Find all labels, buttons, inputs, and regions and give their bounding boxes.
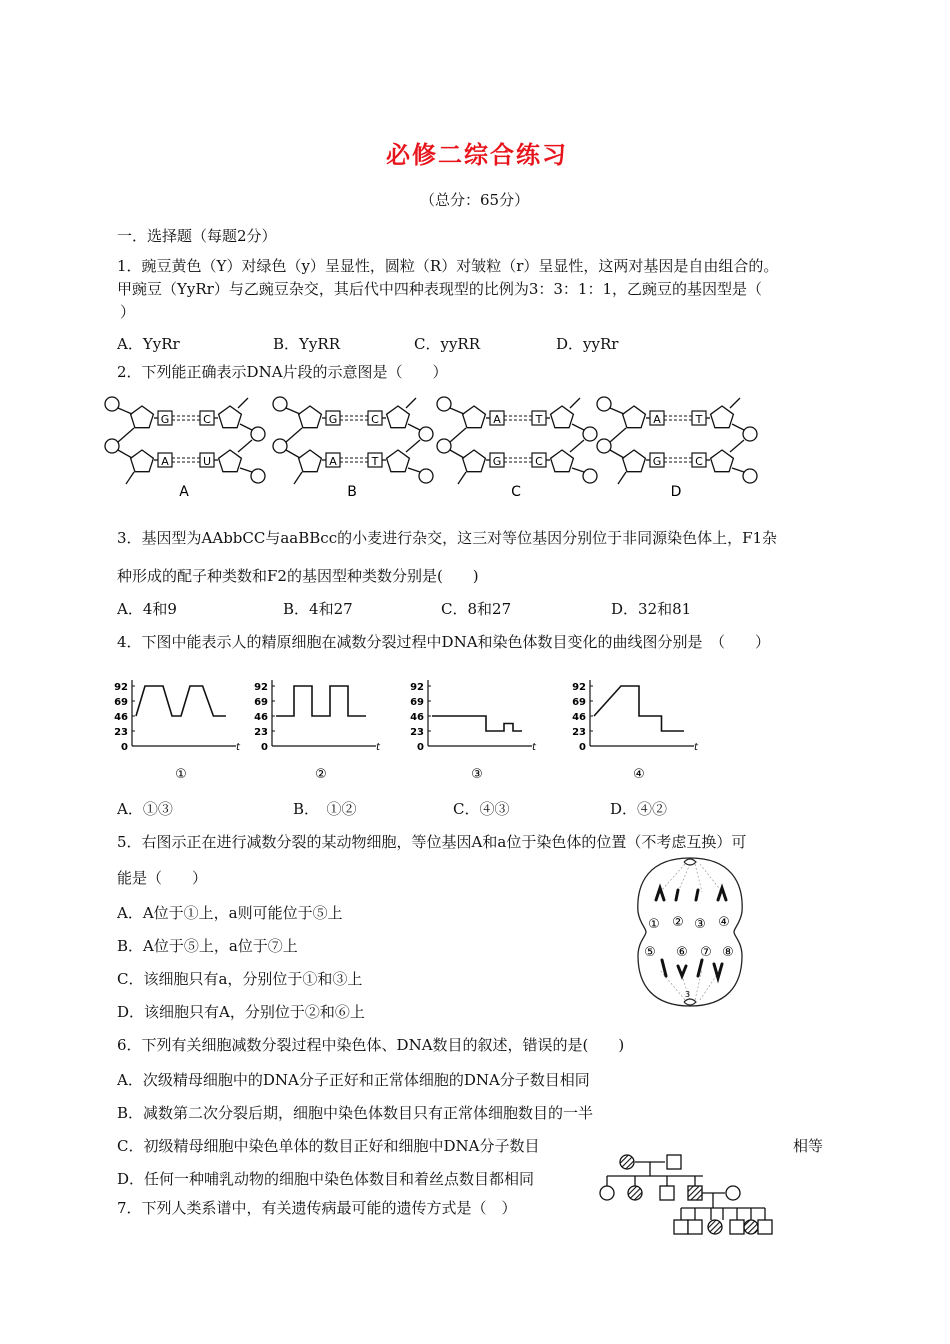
phosphate: [597, 397, 611, 411]
sugar-left-top: [299, 406, 322, 428]
graph-4: [572, 680, 699, 782]
pedigree-male-2c: [660, 1186, 674, 1200]
y-tick-label: 46: [410, 712, 424, 723]
q5-option-d: D．该细胞只有A，分别位于②和⑥上: [117, 1003, 365, 1021]
q6-option-c-end: 相等: [793, 1137, 824, 1155]
pedigree-female-2a: [600, 1186, 614, 1200]
base-label: G: [328, 413, 338, 426]
sugar-left-top: [463, 406, 486, 428]
q4-stem: 4．下图中能表示人的精原细胞在减数分裂过程中DNA和染色体数目变化的曲线图分别是 （ ）: [117, 633, 771, 651]
q1-stem-line1: 1．豌豆黄色（Y）对绿色（y）呈显性，圆粒（R）对皱粒（r）呈显性，这两对基因是自由组合的。: [117, 257, 779, 275]
q5-stem-line2: 能是（ ）: [117, 869, 208, 887]
y-tick-label: 0: [417, 742, 424, 753]
q5-option-a: A．A位于①上，a则可能位于⑤上: [117, 904, 343, 922]
q3-option-b: B．4和27: [283, 600, 353, 618]
dna-figure-a: [105, 397, 265, 500]
q2-stem: 2．下列能正确表示DNA片段的示意图是（ ）: [117, 363, 448, 381]
chromosome-label: ⑦: [700, 945, 712, 960]
q3-stem-line1: 3．基因型为AAbbCC与aaBBcc的小麦进行杂交，这三对等位基因分别位于非同源染色体上，F1杂: [117, 529, 778, 547]
q1-stem-line2: 甲豌豆（YyRr）与乙豌豆杂交，其后代中四种表现型的比例为3：3：1：1，乙豌豆的基因型是（: [117, 280, 763, 298]
base-label: G: [492, 455, 502, 468]
q3-stem-line2: 种形成的配子种类数和F2的基因型种类数分别是( ): [117, 567, 479, 585]
cell-membrane: [638, 858, 742, 1006]
y-tick-label: 23: [410, 727, 424, 738]
q1-option-c: C．yyRR: [414, 335, 481, 353]
phosphate: [273, 439, 287, 453]
chromosomes-top: [656, 888, 726, 900]
sugar-left-bottom: [299, 450, 322, 472]
base-label: A: [653, 413, 661, 426]
q1-option-b: B．YyRR: [273, 335, 340, 353]
chromosome-graphs: [110, 672, 710, 784]
figure-label: B: [347, 484, 357, 500]
base-label: T: [371, 455, 379, 468]
phosphate: [419, 469, 433, 483]
pedigree-affected-female-3e: [744, 1220, 758, 1234]
dna-figure-d: [597, 397, 757, 500]
y-tick-label: 23: [114, 727, 128, 738]
q5-stem-line1: 5．右图示正在进行减数分裂的某动物细胞，等位基因A和a位于染色体的位置（不考虑互换）可: [117, 833, 747, 851]
pedigree-female-2e: [726, 1186, 740, 1200]
graph-label: ④: [633, 767, 645, 782]
x-axis-label: t: [694, 742, 698, 753]
phosphate: [251, 469, 265, 483]
spindle-fibers: [660, 864, 722, 1000]
chromosome-label: ④: [718, 915, 730, 930]
pedigree-male-3d: [730, 1220, 744, 1234]
pedigree-affected-female-2b: [628, 1186, 642, 1200]
phosphate: [105, 397, 119, 411]
q6-option-c: C．初级精母细胞中染色单体的数目正好和细胞中DNA分子数目: [117, 1137, 540, 1155]
figure-label: D: [670, 484, 682, 500]
base-label: C: [371, 413, 379, 426]
q4-option-a: A．①③: [117, 800, 173, 818]
graph-label: ③: [471, 767, 483, 782]
sugar-right-bottom: [711, 450, 734, 472]
base-label: T: [535, 413, 543, 426]
centromere-mark: 3: [685, 990, 691, 999]
sugar-left-bottom: [463, 450, 486, 472]
q3-option-d: D．32和81: [611, 600, 692, 618]
pedigree-male-3f: [758, 1220, 772, 1234]
x-axis-label: t: [376, 742, 380, 753]
phosphate: [597, 439, 611, 453]
y-tick-label: 92: [254, 682, 268, 693]
q1-stem-line3: ）: [120, 303, 136, 321]
y-tick-label: 69: [410, 697, 424, 708]
y-tick-label: 69: [114, 697, 128, 708]
y-tick-label: 0: [579, 742, 586, 753]
q5-option-b: B．A位于⑤上，a位于⑦上: [117, 937, 298, 955]
y-tick-label: 92: [114, 682, 128, 693]
phosphate: [583, 469, 597, 483]
pedigree-affected-female-3c: [708, 1220, 722, 1234]
graph-2: [254, 680, 381, 782]
q4-option-d: D．④②: [610, 800, 668, 818]
pedigree-affected-male-2d: [688, 1186, 702, 1200]
q7-stem: 7．下列人类系谱中，有关遗传病最可能的遗传方式是（ ）: [117, 1199, 517, 1217]
phosphate: [419, 427, 433, 441]
base-label: T: [695, 413, 703, 426]
y-tick-label: 0: [261, 742, 268, 753]
page-title: 必修二综合练习: [386, 140, 568, 169]
figure-label: A: [179, 484, 189, 500]
q6-stem: 6．下列有关细胞减数分裂过程中染色体、DNA数目的叙述，错误的是( ): [117, 1036, 625, 1054]
chromosome-label: ⑤: [644, 945, 656, 960]
sugar-left-top: [131, 406, 154, 428]
q5-option-c: C．该细胞只有a，分别位于①和③上: [117, 970, 363, 988]
phosphate: [437, 439, 451, 453]
pedigree-chart: [595, 1148, 785, 1243]
q1-option-a: A．YyRr: [117, 335, 180, 353]
sugar-left-bottom: [623, 450, 646, 472]
chromosome-label: ③: [694, 917, 706, 932]
y-tick-label: 23: [254, 727, 268, 738]
sugar-left-bottom: [131, 450, 154, 472]
base-label: G: [160, 413, 170, 426]
chromosome-label: ⑥: [676, 945, 688, 960]
y-tick-label: 92: [572, 682, 586, 693]
y-tick-label: 69: [572, 697, 586, 708]
phosphate: [743, 469, 757, 483]
y-tick-label: 46: [114, 712, 128, 723]
q6-option-b: B．减数第二次分裂后期，细胞中染色体数目只有正常体细胞数目的一半: [117, 1104, 594, 1122]
q1-option-d: D．yyRr: [556, 335, 619, 353]
dividing-cell-diagram: [630, 852, 750, 1012]
chromosome-label: ②: [672, 915, 684, 930]
sugar-right-top: [387, 406, 410, 428]
graph-1: [114, 680, 241, 782]
y-tick-label: 46: [254, 712, 268, 723]
phosphate: [105, 439, 119, 453]
pedigree-male-3b: [688, 1220, 702, 1234]
sugar-right-top: [711, 406, 734, 428]
q3-option-a: A．4和9: [117, 600, 177, 618]
y-tick-label: 69: [254, 697, 268, 708]
phosphate: [437, 397, 451, 411]
sugar-right-top: [551, 406, 574, 428]
dna-figure-c: [437, 397, 597, 500]
chromosome-label: ①: [648, 917, 660, 932]
pedigree-male-3a: [674, 1220, 688, 1234]
graph-line: [432, 716, 522, 731]
graph-line: [276, 686, 366, 716]
y-tick-label: 46: [572, 712, 586, 723]
y-tick-label: 92: [410, 682, 424, 693]
graph-label: ②: [315, 767, 327, 782]
sugar-right-bottom: [387, 450, 410, 472]
q6-option-d: D．任何一种哺乳动物的细胞中染色体数目和着丝点数目都相同: [117, 1170, 535, 1188]
base-label: A: [329, 455, 337, 468]
base-label: C: [535, 455, 543, 468]
sugar-left-top: [623, 406, 646, 428]
sugar-right-bottom: [551, 450, 574, 472]
base-label: C: [203, 413, 211, 426]
q4-option-b: B． ①②: [293, 800, 357, 818]
q6-option-a: A．次级精母细胞中的DNA分子正好和正常体细胞的DNA分子数目相同: [117, 1071, 590, 1089]
phosphate: [251, 427, 265, 441]
graph-label: ①: [175, 767, 187, 782]
y-tick-label: 0: [121, 742, 128, 753]
q4-option-c: C．④③: [453, 800, 510, 818]
pedigree-male-1: [667, 1155, 681, 1169]
base-label: U: [202, 455, 212, 468]
base-label: G: [652, 455, 662, 468]
y-tick-label: 23: [572, 727, 586, 738]
sugar-right-bottom: [219, 450, 242, 472]
q3-option-c: C．8和27: [441, 600, 512, 618]
phosphate: [583, 427, 597, 441]
base-label: C: [695, 455, 703, 468]
sugar-right-top: [219, 406, 242, 428]
pedigree-affected-female-1: [620, 1155, 634, 1169]
dna-diagrams: [100, 390, 760, 505]
chromosomes-bottom: [662, 960, 722, 978]
phosphate: [273, 397, 287, 411]
x-axis-label: t: [236, 742, 240, 753]
x-axis-label: t: [532, 742, 536, 753]
base-label: A: [493, 413, 501, 426]
graph-line: [594, 686, 684, 731]
graph-3: [410, 680, 537, 782]
base-label: A: [161, 455, 169, 468]
graph-line: [136, 686, 226, 716]
chromosome-label: ⑧: [722, 945, 734, 960]
figure-label: C: [511, 484, 521, 500]
section-heading: 一．选择题（每题2分）: [117, 227, 277, 245]
dna-figure-b: [273, 397, 433, 500]
total-score: （总分：65分）: [420, 191, 530, 209]
phosphate: [743, 427, 757, 441]
